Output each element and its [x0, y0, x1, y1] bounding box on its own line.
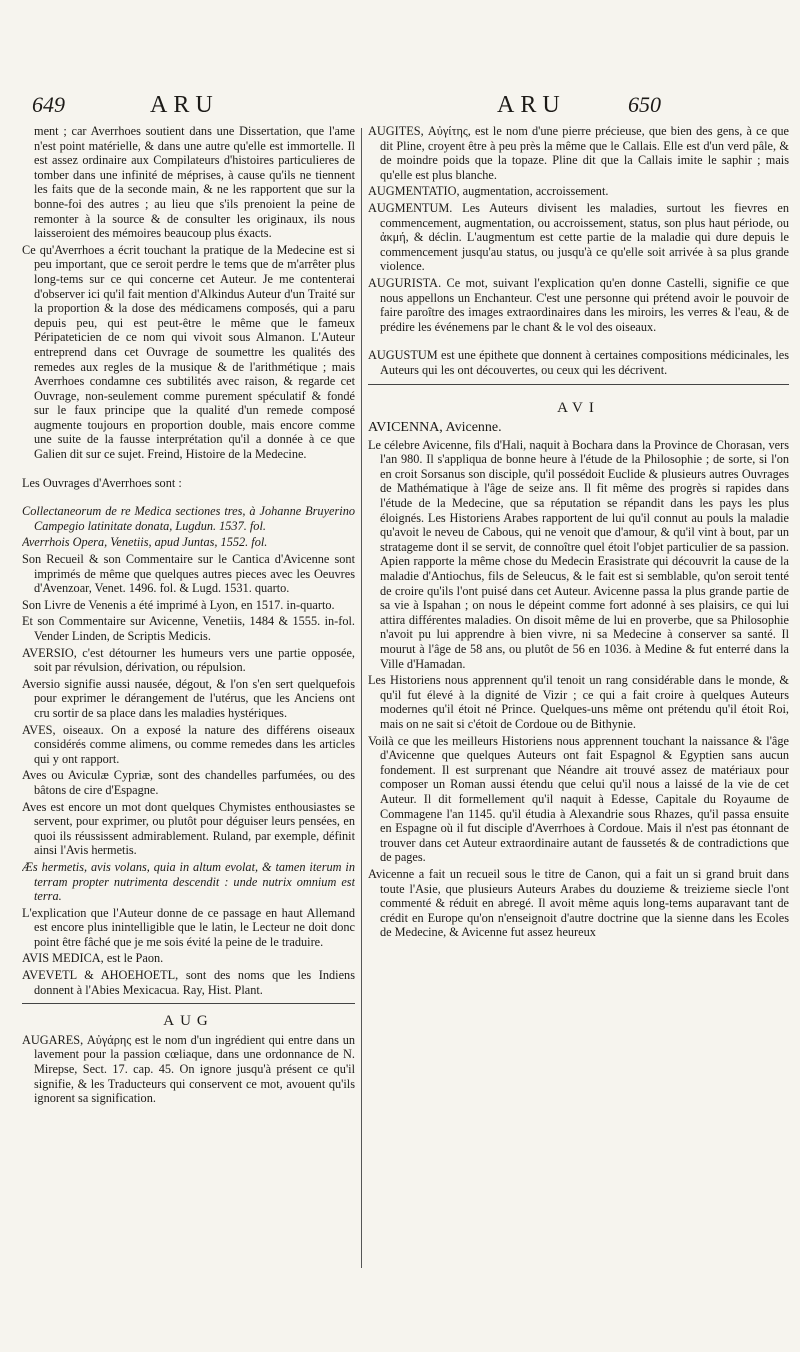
column-divider	[361, 128, 362, 1268]
section-heading-avi: AVI	[557, 399, 600, 416]
entry-augustum: AUGUSTUM est une épithete que donnent à certaines compositions médicinales, les Auteurs qui les ont découvertes, ou ceux qui les décrivent.	[368, 348, 789, 377]
paragraph: Les Ouvrages d'Averrhoes sont :	[22, 475, 182, 490]
entry-avis-medica: AVIS MEDICA, est le Paon.	[22, 951, 164, 966]
page-header	[0, 92, 800, 122]
entry-augites: AUGITES, Αὐγίτης, est le nom d'une pierre précieuse, que bien des gens, à ce que dit Pline, croyent être à peu près la même que le Callais. Elle est d'un verd pâle, & de moindre poids que la topaze. Pline dit que la Callais imite le saphir ; mais qu'elle est plus blanche.	[368, 124, 789, 182]
entry-aves-cypriae: Aves ou Aviculæ Cypriæ, sont des chandelles parfumées, ou des bâtons de cire d'Espagne.	[22, 768, 355, 797]
paragraph: ment ; car Averrhoes soutient dans une Dissertation, que l'ame n'est point matérielle, & dans une autre qu'elle est immortelle. Il est assez ordinaire aux Compilateurs d'histoires particulieres de tomber dans une infinité de méprises, à cause qu'ils ne tiennent les faits que de la seconde main, & ne les rapportent que sur la bonne-foi des autres ; au lieu que s'ils prenoient la peine de remonter à la source & de consulter les originaux, ils nous laisseroient des mémoires beaucoup plus éxacts.	[34, 124, 355, 241]
entry-augmentatio: AUGMENTATIO, augmentation, accroissement.	[368, 184, 609, 199]
bibliography-entry: Averrhois Opera, Venetiis, apud Juntas, 1552. fol.	[22, 535, 268, 550]
paragraph: Le célebre Avicenne, fils d'Hali, naquit à Bochara dans la Province de Chorasan, vers l'an 980. Il s'appliqua de bonne heure à l'étude de la Philosophie ; de sorte, si l'on en croit Sorsanus son disciple, qu'il possédoit Euclide & plusieurs autres Ouvrages de Mathématique à l'âge de seize ans. Il fit même des progrès si rapides dans l'étude de la Medecine, que sa réputation se répandit dans les pays les plus éloignés. Les Historiens Arabes rapportent de lui qu'il connut au pouls la maladie qu'avoit le neveu de Cabous, qui ne venoit que d'amour, & qu'il vint à bout, par un stratageme dont il se servit, de connoître quel étoit l'objet particulier de sa passion. Apien rapporte la même chose du Medecin Erasistrate qui découvrit la cause de la maladie d'Antiochus, fils de Seleucus, & le fait est si semblable, qu'on seroit tenté de croire qu'ils l'ont puisé dans cet Auteur. Avicenne passa la plus grande partie de sa vie à Ispahan ; on nous le dépeint comme fort adonné à ses plaisirs, ce qui lui attira différentes maladies. On disoit même de lui en proverbe, que sa Philosophie n'avoit pu lui apprendre à bien vivre, ni sa Medecine à conserver sa santé. Il mourut à l'âge de 58 ans, ou plutôt de 56 en 1036. à Medine & fut enterré dans la Ville d'Hamadan.	[368, 437, 789, 671]
paragraph: Voilà ce que les meilleurs Historiens nous apprennent touchant la naissance & l'âge d'Avicenne que quelques Auteurs ont fait Espagnol & Egyptien sans aucun fondement. Il est surprenant que Néandre ait trouvé assez de matériaux pour composer un Roman aussi étendu que celui qu'il nous a laissé de la vie de cet Auteur. Il dit formellement qu'il naquit à Edesse, Capitale du Royaume de Commagene l'an 1145. qu'il étudia à Alexandrie sous Rhazes, qu'il passa ensuite en Espagne où il fut disciple d'Averrhoes à Cordoue. Mais il n'est pas étonnant de trouver dans cet Auteur extraordinaire autant de faussetés & de contradictions que de pages.	[368, 733, 789, 865]
bibliography-entry: Collectaneorum de re Medica sectiones tres, à Johanne Bruyerino Campegio latinitate donata, Lugdun. 1537. fol.	[22, 504, 355, 533]
section-heading-aug: AUG	[163, 1013, 214, 1030]
entry-aversio: AVERSIO, c'est détourner les humeurs vers une partie opposée, soit par révulsion, dérivation, ou répulsion.	[22, 645, 355, 675]
bibliography-entry: Son Livre de Venenis a été imprimé à Lyon, en 1517. in-quarto.	[22, 597, 335, 612]
right-column	[368, 124, 789, 1274]
section-rule	[368, 384, 789, 385]
entry-aves-chymistes: Aves est encore un mot dont quelques Chymistes enthousiastes se servent, pour exprimer, ou plutôt pour déguiser leurs pensées, en quoi ils réussissent admirablement. Ruland, par exemple, définit ainsi l'Avis hermetis.	[22, 799, 355, 858]
running-headword-right: ARU	[497, 92, 566, 118]
entry-aversio-2: Aversio signifie aussi nausée, dégout, & l'on s'en sert quelquefois pour exprimer le dérangement de l'utérus, que les Anciens ont cru sortir de sa place dans les maladies hystériques.	[22, 676, 355, 720]
page-number-right: 650	[628, 92, 661, 117]
paragraph: Ce qu'Averrhoes a écrit touchant la pratique de la Medecine est si peu important, que ce seroit perdre le tems que de m'arrêter plus long-tems sur ce qui concerne cet Auteur. Je me contenterai d'observer ici qu'il fait mention d'Alkindus Auteur d'un Traité sur la proportion & la dose des médicamens composés, qui a paru depuis peu, qui est peut-être le même que le fameux Péripateticien de ce nom qui vivoit sous Almanon. L'Auteur entreprend dans cet Ouvrage de soumettre les qualités des remedes aux regles de la musique & de l'arithmétique ; mais Averrhoes condamne ces subtilités avec raison, & regarde cet Ouvrage, non-seulement comme purement spéculatif & fondé sur le faux principe que la qualité d'un remede composé augmente toujours en proportion double, mais encore comme une suite de la fausse interprétation qu'il a donnée à ce que Galien dit sur ce sujet. Freind, Histoire de la Medecine.	[22, 242, 355, 462]
entry-augurista: AUGURISTA. Ce mot, suivant l'explication qu'en donne Castelli, signifie ce que nous appellons un Enchanteur. C'est une personne qui prétend avoir le pouvoir de faire paroître des images extraordinaires dans les miroirs, les verres & l'eau, & de prédire les événemens par le chant & le vol des oiseaux.	[368, 275, 789, 334]
page-number-left: 649	[32, 92, 65, 117]
latin-quotation: Æs hermetis, avis volans, quia in altum evolat, & tamen iterum in terram propter nutrimenta descendit : unde nutrix omnium est terra.	[22, 859, 355, 904]
entry-augmentum: AUGMENTUM. Les Auteurs divisent les maladies, surtout les fievres en commencement, augmentation, ou accroissement, status, son plus haut période, ou ἀκμή, & déclin. L'augmentum est cette partie de la maladie qui dure depuis le commencement jusqu'au status, ou jusqu'à ce qu'elle soit arrivée à sa plus grande violence.	[368, 200, 789, 274]
entry-title-avicenna: AVICENNA, Avicenne.	[368, 420, 502, 436]
entry-augares: AUGARES, Αὐγάρης est le nom d'un ingrédient qui entre dans un lavement pour la passion cœliaque, dans une ordonnance de N. Mirepse, Sect. 17. cap. 45. On ignore jusqu'à présent ce qu'il signifie, & les Traducteurs qui conservent ce mot, avouent qu'ils ignorent sa signification.	[22, 1032, 355, 1106]
paragraph: Avicenne a fait un recueil sous le titre de Canon, qui a fait un si grand bruit dans toute l'Asie, que plusieurs Auteurs Arabes du douzieme & treizieme siecle l'ont commenté & réduit en abregé. Il avoit même aquis long-tems auparavant tant de crédit en Europe qu'on n'enseignoit d'autre doctrine que la sienne dans les Ecoles de Medecine, & Avicenne fut assez heureux	[368, 866, 789, 940]
entry-avevetl: AVEVETL & AHOEHOETL, sont des noms que les Indiens donnent à l'Abies Mexicacua. Ray, Hist. Plant.	[22, 968, 355, 997]
left-column	[22, 124, 355, 1274]
bibliography-entry: Son Recueil & son Commentaire sur le Cantica d'Avicenne sont imprimés de même que quelques autres pieces avec les Oeuvres d'Avenzoar, Venet. 1496. fol. & Lugd. 1531. quarto.	[22, 552, 355, 596]
running-headword-left: ARU	[150, 92, 219, 118]
bibliography-entry: Et son Commentaire sur Avicenne, Venetiis, 1484 & 1555. in-fol. Vender Linden, de Scriptis Medicis.	[22, 614, 355, 643]
section-rule	[22, 1003, 355, 1004]
paragraph: Les Historiens nous apprennent qu'il tenoit un rang considérable dans le monde, & qu'il fut élevé à la dignité de Vizir ; ce qui a fait croire à quelques Auteurs modernes qu'il étoit né Prince. Quelques-uns même ont prétendu qu'il étoit Roi, mais on ne sait si c'étoit de Cordoue ou de Bithynie.	[368, 673, 789, 731]
paragraph: L'explication que l'Auteur donne de ce passage en haut Allemand est encore plus inintelligible que le latin, le Lecteur ne doit donc point être fâché que je me sois évité la peine de le traduire.	[22, 905, 355, 949]
entry-aves: AVES, oiseaux. On a exposé la nature des différens oiseaux considérés comme alimens, ou comme remedes dans les articles qui y ont rapport.	[22, 722, 355, 766]
